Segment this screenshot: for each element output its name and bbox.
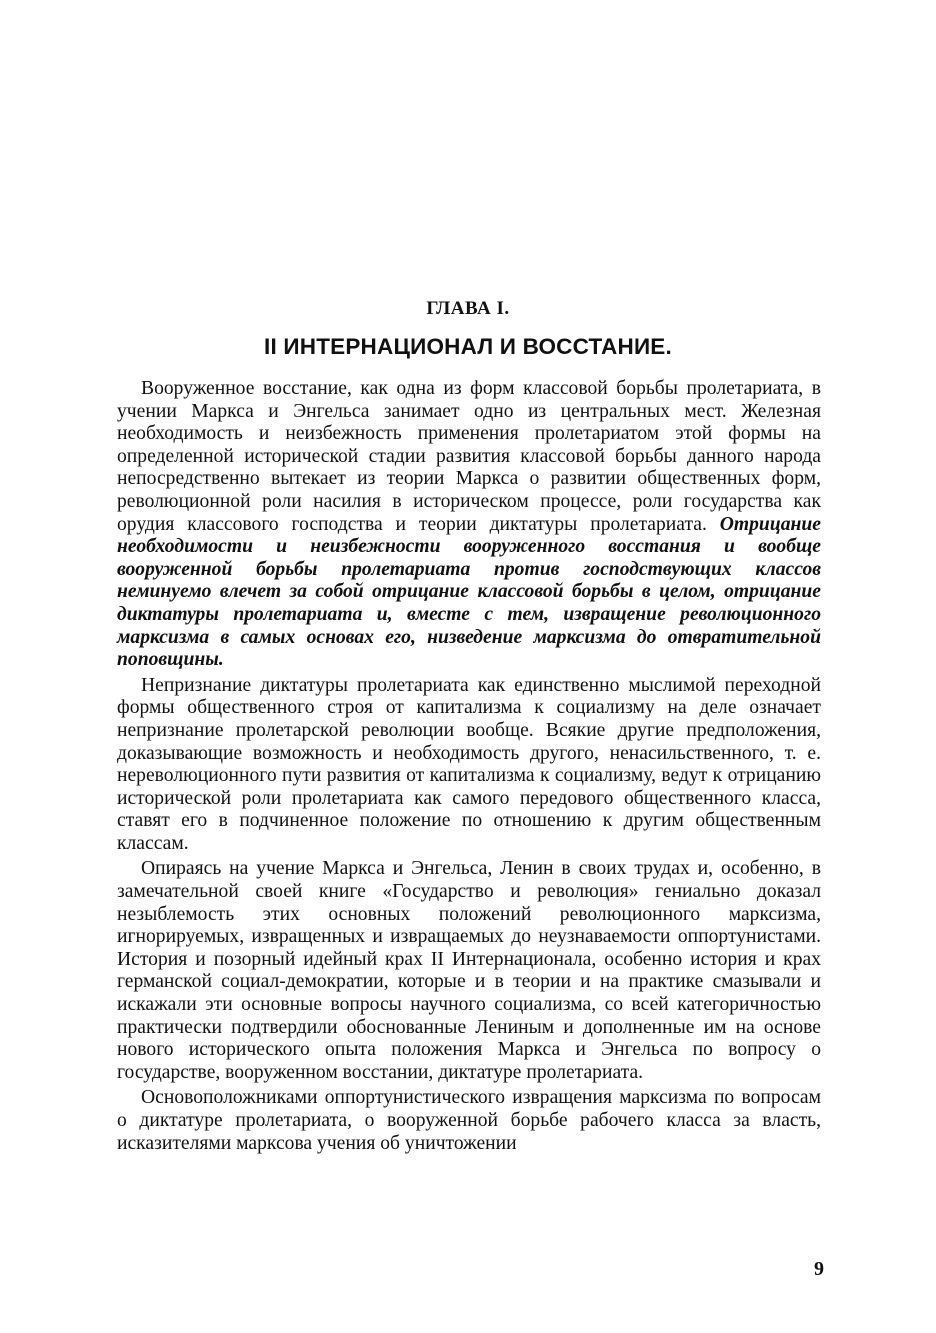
paragraph-3: Опираясь на учение Маркса и Энгельса, Ленин в своих трудах и, особенно, в замечательной своей книге «Государство и революция» гениально доказал незыблемость этих основных положений революционного марксизма, игнорируемых, извращенных и извращаемых до неузнаваемости оппортунистами. История и позорный идейный крах II Интернационала, особенно история и крах германской социал-демократии, которые и в теории и на практике смазывали и искажали эти основные вопросы научного социализма, со всей категоричностью практически подтвердили обоснованные Лениным и дополненные им на основе нового исторического опыта положения Маркса и Энгельса по вопросу о государстве, вооруженном восстании, диктатуре пролетариата.: [117, 858, 821, 1083]
paragraph-2: Непризнание диктатуры пролетариата как единственно мыслимой переходной формы общественного строя от капитализма к социализму на деле означает непризнание пролетарской революции вообще. Всякие другие предположения, доказывающие возможность и необходимость другого, ненасильственного, т. е. нереволюционного пути развития от капитализма к социализму, ведут к отрицанию исторической роли пролетариата как самого передового общественного класса, ставят его в подчиненное положение по отношению к другим общественным классам.: [117, 674, 821, 854]
body-text: [117, 378, 821, 1158]
paragraph-1: [117, 378, 821, 672]
chapter-title: II ИНТЕРНАЦИОНАЛ И ВОССТАНИЕ.: [264, 334, 672, 359]
page-number: 9: [814, 1258, 824, 1280]
paragraph-1-text: Вооруженное восстание, как одна из форм классовой борьбы пролетариата, в учении Маркса и Энгельса занимает одно из центральных мест. Железная необходимость и неизбежность применения пролетариатом этой формы на определенной исторической стадии развития классовой борьбы данного народа непосредственно вытекает из теории Маркса о развитии общественных форм, революционной роли насилия в историческом процессе, роли государства как орудия классового господства и теории диктатуры пролетариата.: [117, 378, 821, 535]
chapter-label: ГЛАВА I.: [426, 298, 510, 319]
paragraph-4: Основоположниками оппортунистического извращения марксизма по вопросам о диктатуре пролетариата, о вооруженной борьбе рабочего класса за власть, исказителями марксова учения об уничтожении: [117, 1087, 821, 1154]
paragraph-1-emphasis: Отрицание необходимости и неизбежности вооруженного восстания и вообще вооруженной борьбы пролетариата против господствующих классов неминуемо влечет за собой отрицание классовой борьбы в целом, отрицание диктатуры пролетариата и, вместе с тем, извращение революционного марксизма в самых основах его, низведение марксизма до отвратительной поповщины.: [117, 513, 821, 671]
